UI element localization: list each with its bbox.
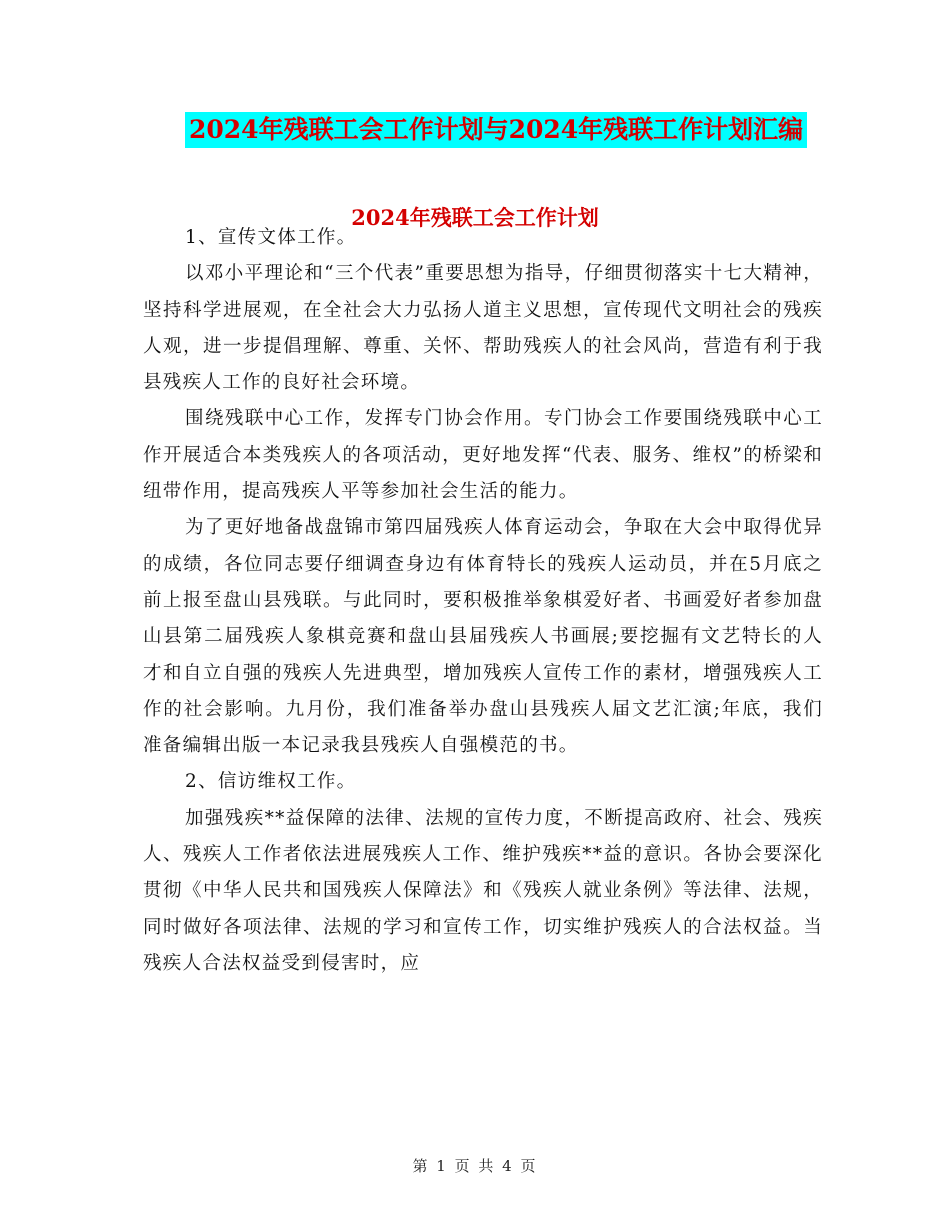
paragraph: 以邓小平理论和“三个代表”重要思想为指导，仔细贯彻落实十七大精神，坚持科学进展观，在全社会大力弘扬人道主义思想，宣传现代文明社会的残疾人观，进一步提倡理解、尊重、关怀、帮助残疾人的社会风尚，营造有利于我县残疾人工作的良好社会环境。 bbox=[143, 263, 823, 394]
paragraph-heading-1: 1、宣传文体工作。 bbox=[185, 227, 357, 248]
paragraph-heading-2: 2、信访维权工作。 bbox=[185, 771, 357, 793]
section-title: 2024年残联工会工作计划 bbox=[351, 205, 599, 230]
document-main-title: 2024年残联工会工作计划与2024年残联工作计划汇编 bbox=[185, 112, 807, 148]
paragraph: 加强残疾**益保障的法律、法规的宣传力度，不断提高政府、社会、残疾人、残疾人工作者依法进展残疾人工作、维护残疾**益的意识。各协会要深化贯彻《中华人民共和国残疾人保障法》和《残疾人就业条例》等法律、法规，同时做好各项法律、法规的学习和宣传工作，切实维护残疾人的合法权益。当残疾人合法权益受到侵害时，应 bbox=[143, 807, 823, 974]
page-footer: 第 1 页 共 4 页 bbox=[412, 1157, 538, 1175]
paragraph: 为了更好地备战盘锦市第四届残疾人体育运动会，争取在大会中取得优异的成绩，各位同志要仔细调查身边有体育特长的残疾人运动员，并在5月底之前上报至盘山县残联。与此同时，要积极推举象棋爱好者、书画爱好者参加盘山县第二届残疾人象棋竞赛和盘山县届残疾人书画展;要挖掘有文艺特长的人才和自立自强的残疾人先进典型，增加残疾人宣传工作的素材，增强残疾人工作的社会影响。九月份，我们准备举办盘山县残疾人届文艺汇演;年底，我们准备编辑出版一本记录我县残疾人自强模范的书。 bbox=[143, 517, 823, 757]
paragraph: 围绕残联中心工作，发挥专门协会作用。专门协会工作要围绕残联中心工作开展适合本类残疾人的各项活动，更好地发挥“代表、服务、维权”的桥梁和纽带作用，提高残疾人平等参加社会生活的能力。 bbox=[143, 408, 823, 503]
document-body bbox=[143, 220, 823, 982]
